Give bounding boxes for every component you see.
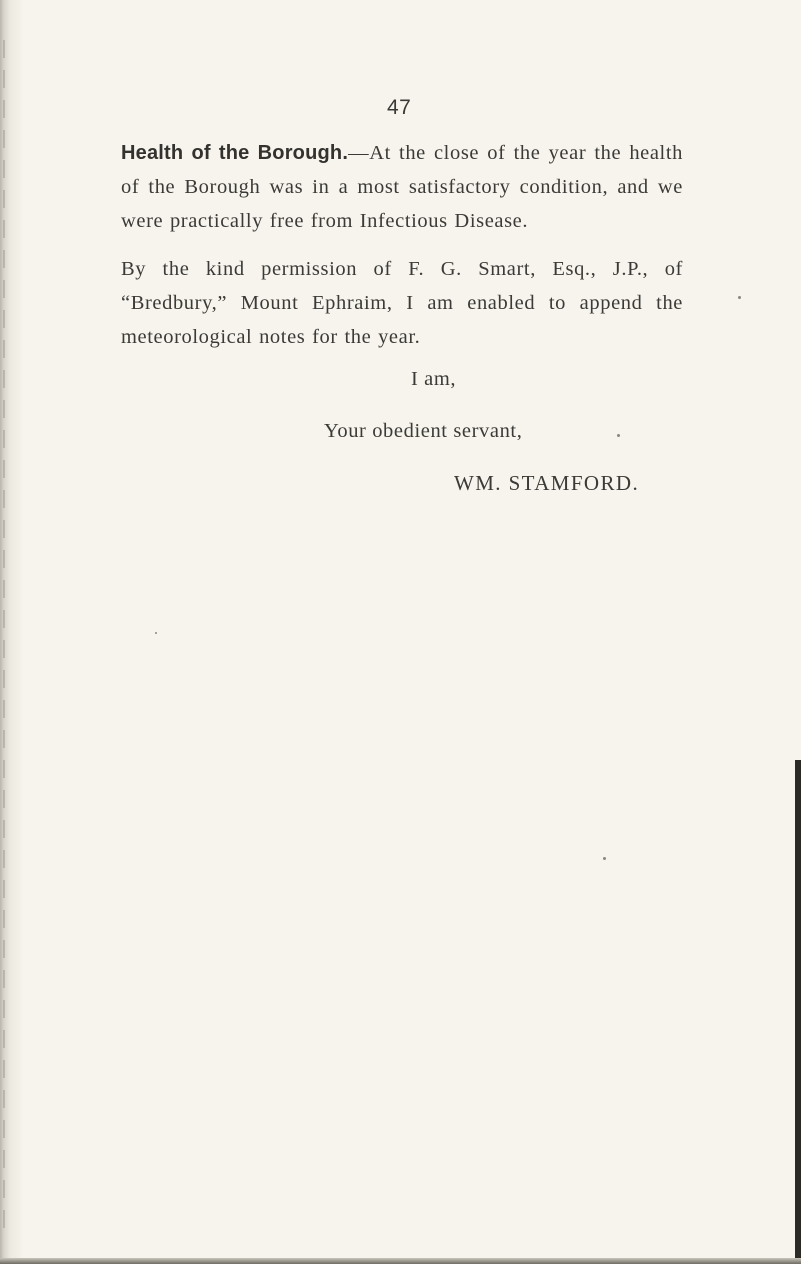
page-right-edge-shadow [795,760,801,1264]
paragraph-meteorological-notes [121,252,683,354]
closing-obedient-servant: Your obedient servant, [324,420,523,442]
paper-speck [617,434,620,437]
paragraph-body: —At the close of the year the health of the Borough was in a most satisfactory condition, and we were practically free from Infectious Disease. [121,142,684,232]
paper-speck [738,296,741,299]
page-number: 47 [387,96,412,119]
section-heading: Health of the Borough. [121,142,349,164]
page-bottom-edge [0,1258,801,1264]
paper-speck [155,632,157,634]
paper-speck [603,857,606,860]
paragraph-health-of-borough [121,136,683,238]
closing-i-am: I am, [411,368,457,390]
book-binding-edge [0,0,22,1264]
paragraph-body: By the kind permission of F. G. Smart, Esq., J.P., of “Bredbury,” Mount Ephraim, I am enabled to append the meteorological notes for the year. [121,258,683,348]
signature-name: WM. STAMFORD. [454,471,640,495]
